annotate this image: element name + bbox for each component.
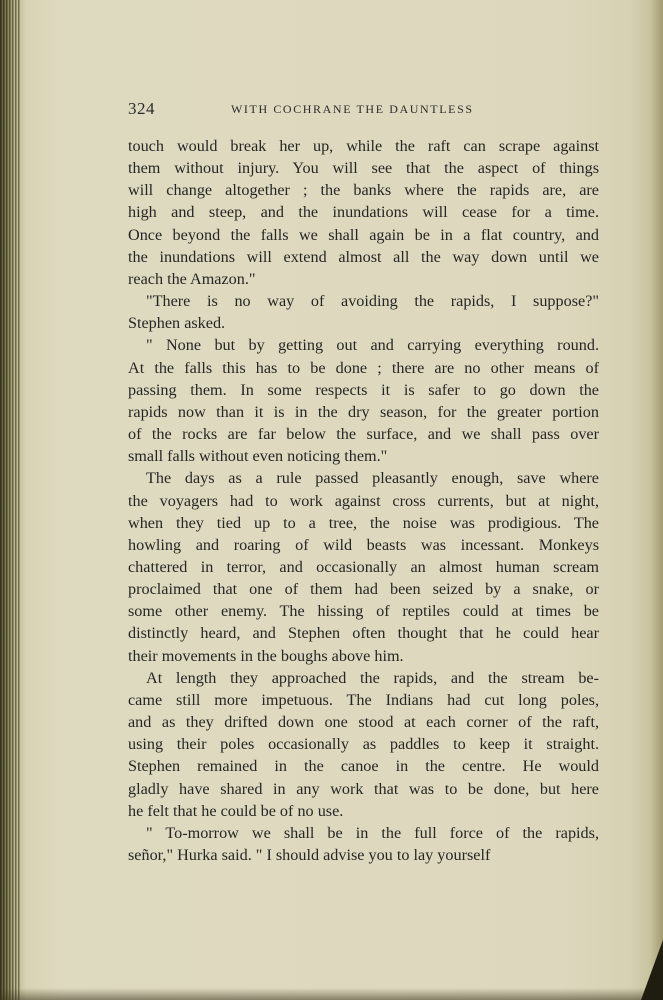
text-line: " None but by getting out and carrying everything round. — [146, 336, 599, 355]
text-line: small falls without even noticing them." — [128, 447, 388, 466]
paragraph — [128, 822, 599, 866]
text-line: some other enemy. The hissing of reptiles could at times be — [128, 602, 599, 621]
text-line: of the rocks are far below the surface, and we shall pass over — [128, 425, 599, 444]
text-line: the voyagers had to work against cross currents, but at night, — [128, 491, 599, 510]
text-line: Stephen remained in the canoe in the centre. He would — [128, 757, 599, 776]
text-line: señor," Hurka said. " I should advise you to lay yourself — [128, 846, 491, 864]
text-line: when they tied up to a tree, the noise was prodigious. The — [128, 513, 599, 532]
text-line: Stephen asked. — [128, 314, 226, 333]
running-head: WITH COCHRANE THE DAUNTLESS — [231, 102, 474, 116]
page-edges — [0, 0, 20, 1000]
text-line: distinctly heard, and Stephen often thought that he could hear — [128, 624, 599, 643]
text-line: "There is no way of avoiding the rapids, I suppose?" — [146, 292, 599, 311]
body-text — [128, 135, 599, 866]
text-line: touch would break her up, while the raft can scrape against — [128, 137, 599, 155]
text-line: using their poles occasionally as paddles to keep it straight. — [128, 735, 599, 754]
text-line: howling and roaring of wild beasts was incessant. Monkeys — [128, 535, 599, 554]
text-line: At the falls this has to be done ; there are no other means of — [128, 358, 599, 377]
paragraph — [128, 334, 599, 467]
text-line: their movements in the boughs above him. — [128, 646, 404, 665]
paragraph — [128, 667, 599, 822]
text-line: proclaimed that one of them had been seized by a snake, or — [128, 580, 599, 599]
page-bottom-shadow — [0, 988, 663, 1000]
text-line: passing them. In some respects it is safer to go down the — [128, 380, 599, 399]
text-line: gladly have shared in any work that was to be done, but here — [128, 779, 599, 798]
text-line: high and steep, and the inundations will cease for a time. — [128, 203, 599, 222]
page-corner — [641, 940, 663, 1000]
paragraph — [128, 467, 599, 666]
text-line: The days as a rule passed pleasantly enough, save where — [146, 469, 599, 488]
paragraph — [128, 135, 599, 290]
page-header — [128, 99, 598, 121]
text-line: them without injury. You will see that the aspect of things — [128, 159, 599, 178]
text-line: chattered in terror, and occasionally an almost human scream — [128, 557, 599, 576]
paragraph — [128, 290, 599, 334]
text-line: At length they approached the rapids, and the stream be- — [146, 668, 599, 687]
text-line: and as they drifted down one stood at each corner of the raft, — [128, 713, 599, 732]
text-line: reach the Amazon." — [128, 269, 256, 288]
text-line: the inundations will extend almost all the way down until we — [128, 247, 599, 266]
page-number: 324 — [128, 99, 155, 118]
text-line: will change altogether ; the banks where the rapids are, are — [128, 181, 599, 200]
text-line: " To-morrow we shall be in the full force of the rapids, — [146, 823, 599, 842]
text-line: Once beyond the falls we shall again be in a flat country, and — [128, 225, 599, 244]
text-line: he felt that he could be of no use. — [128, 801, 344, 820]
text-line: came still more impetuous. The Indians had cut long poles, — [128, 690, 599, 709]
text-line: rapids now than it is in the dry season, for the greater portion — [128, 402, 599, 421]
